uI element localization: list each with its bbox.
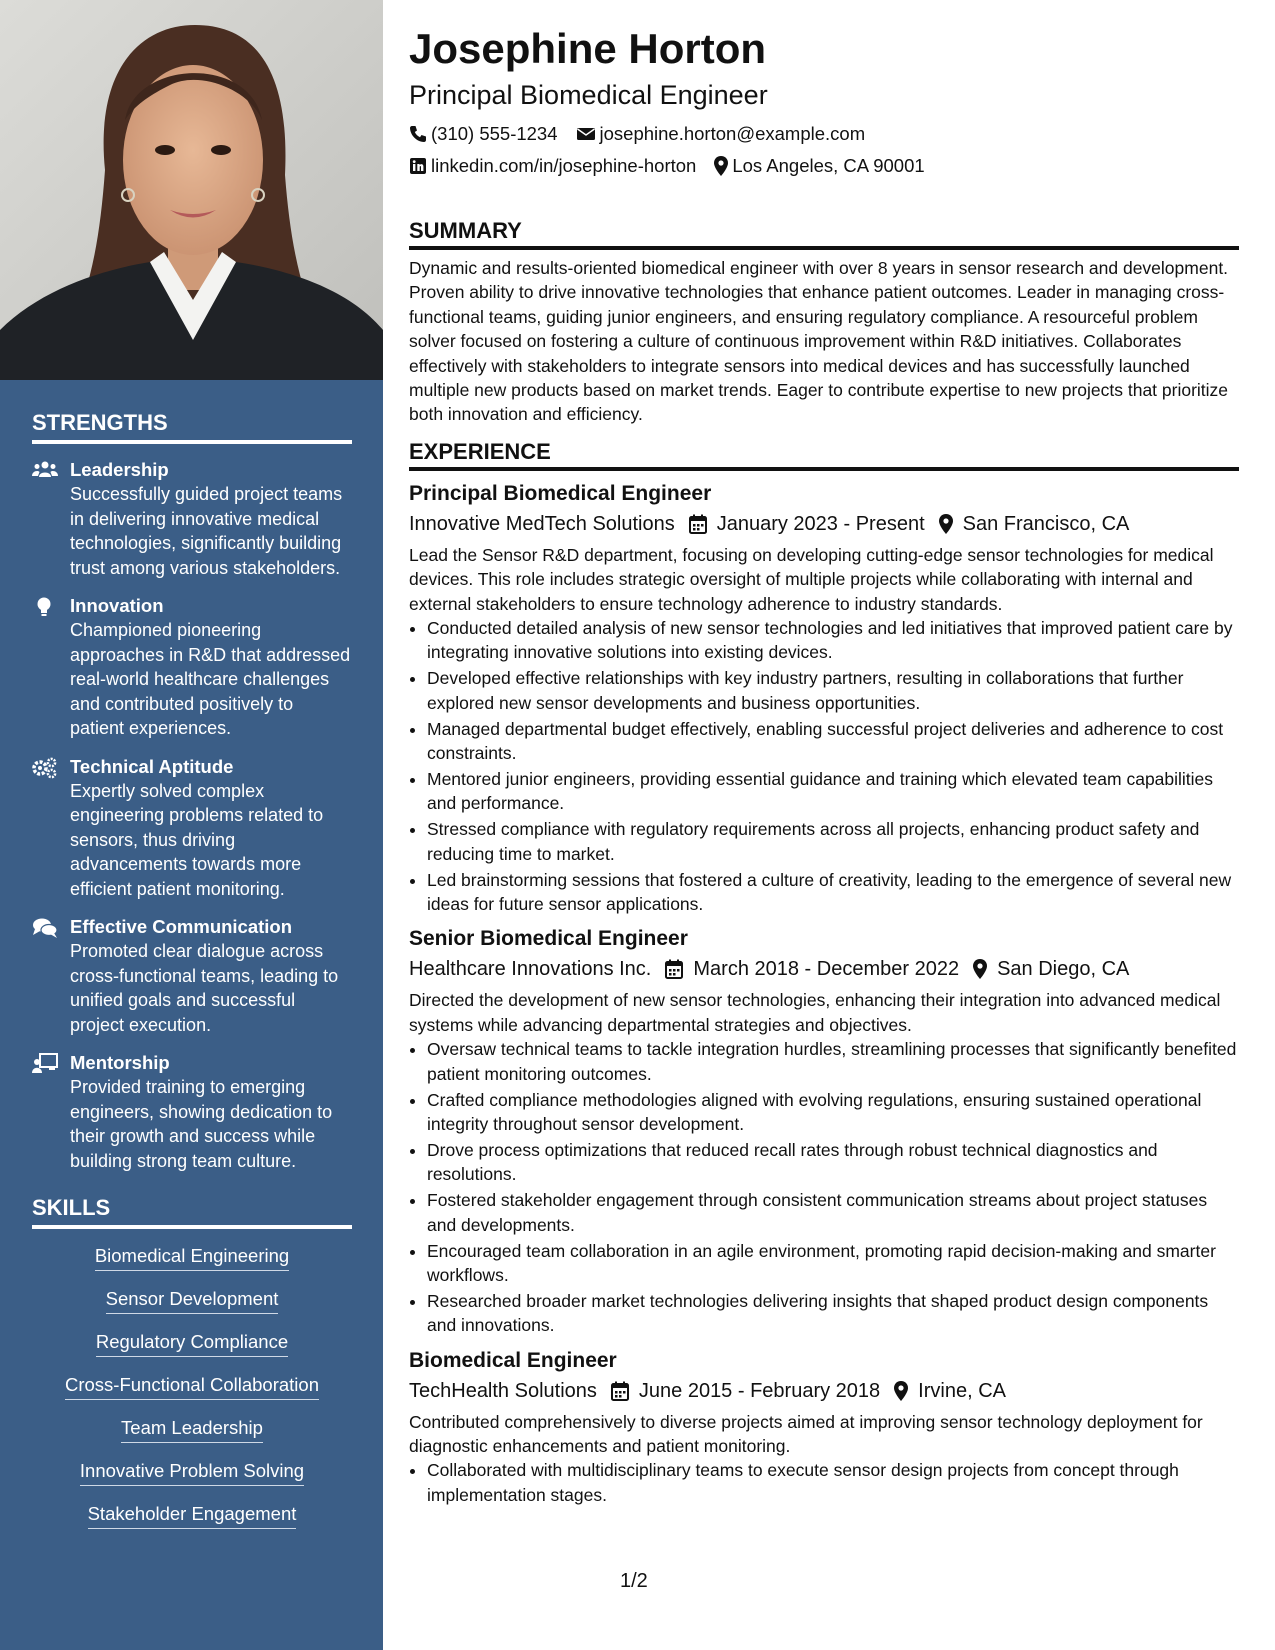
- linkedin-contact[interactable]: [409, 150, 696, 182]
- email-contact[interactable]: [576, 118, 866, 150]
- page-number: 1/2: [620, 1570, 648, 1592]
- profile-photo: [0, 0, 383, 380]
- summary-heading: SUMMARY: [409, 218, 1239, 250]
- job-location: Irvine, CA: [918, 1379, 1006, 1402]
- job-description: Lead the Sensor R&D department, focusing on developing cutting-edge sensor technologies for medical devices. This role includes strategic oversight of multiple projects while collaborating with internal and external stakeholders to ensure technology adherence to industry standards.: [409, 544, 1214, 614]
- linkedin-text: linkedin.com/in/josephine-horton: [431, 155, 697, 176]
- job-dates: January 2023 - Present: [716, 512, 925, 535]
- candidate-role: Principal Biomedical Engineer: [409, 80, 768, 110]
- strength-desc: Expertly solved complex engineering problems related to sensors, thus driving advancements towards more efficient patient monitoring.: [70, 780, 324, 899]
- email-text: josephine.horton@example.com: [599, 123, 866, 144]
- strength-title: Effective Communication: [70, 916, 293, 937]
- job-location: San Francisco, CA: [962, 512, 1130, 535]
- job-dates: March 2018 - December 2022: [693, 958, 960, 981]
- strength-mentorship: [32, 1051, 352, 1173]
- job-bullet: • Stressed compliance with regulatory requirements across all projects, enhancing product safety and reducing time to market.: [427, 817, 1239, 866]
- job-bullets: [409, 1458, 1239, 1507]
- job-meta: [409, 509, 1239, 539]
- candidate-name: Josephine Horton: [409, 25, 767, 72]
- job-bullet: • Collaborated with multidisciplinary teams to execute sensor design projects from concept through implementation stages.: [427, 1458, 1239, 1507]
- job-bullets: [409, 616, 1239, 916]
- envelope-icon: [576, 126, 596, 142]
- job-bullet: • Oversaw technical teams to tackle integration hurdles, streamlining processes that significantly benefited patient monitoring outcomes.: [427, 1037, 1239, 1086]
- skill-item: Innovative Problem Solving: [80, 1460, 304, 1486]
- strength-leadership: [32, 458, 352, 580]
- job-bullet: • Drove process optimizations that reduced recall rates through robust technical diagnostics and resolutions.: [427, 1138, 1239, 1187]
- job-bullet: • Encouraged team collaboration in an agile environment, promoting rapid decision-making and smarter workflows.: [427, 1239, 1239, 1288]
- location-text: Los Angeles, CA 90001: [732, 155, 925, 176]
- strengths-heading: STRENGTHS: [32, 410, 352, 444]
- job-title: Biomedical Engineer: [409, 1348, 617, 1372]
- job-bullet: • Developed effective relationships with key industry partners, resulting in collaborations that further explored new sensor developments and business opportunities.: [427, 666, 1239, 715]
- map-pin-icon: [894, 1381, 908, 1401]
- strength-title: Mentorship: [70, 1052, 170, 1073]
- gears-icon: [32, 755, 70, 902]
- job-company: Innovative MedTech Solutions: [409, 512, 675, 535]
- job-bullet: • Fostered stakeholder engagement through consistent communication streams about project statuses and developments.: [427, 1188, 1239, 1237]
- strength-desc: Promoted clear dialogue across cross-functional teams, leading to unified goals and successful project execution.: [70, 941, 339, 1035]
- users-icon: [32, 458, 70, 580]
- calendar-icon: [611, 1381, 629, 1401]
- map-pin-icon: [714, 156, 728, 176]
- job-bullets: [409, 1037, 1239, 1337]
- job-entry: [409, 924, 1239, 1337]
- job-bullet: • Researched broader market technologies delivering insights that shaped product design components and innovations.: [427, 1289, 1239, 1338]
- experience-heading: EXPERIENCE: [409, 439, 1239, 471]
- main-content: [409, 20, 1239, 1509]
- strength-desc: Provided training to emerging engineers, showing dedication to their growth and success while building strong team culture.: [70, 1077, 333, 1171]
- phone-contact[interactable]: [409, 118, 558, 150]
- job-title: Principal Biomedical Engineer: [409, 481, 712, 505]
- job-bullet: • Mentored junior engineers, providing essential guidance and training which elevated team capabilities and performance.: [427, 767, 1239, 816]
- job-description: Contributed comprehensively to diverse projects aimed at improving sensor technology deployment for diagnostic enhancements and patient monitoring.: [409, 1411, 1203, 1457]
- chalkboard-teacher-icon: [32, 1051, 70, 1173]
- job-entry: [409, 1346, 1239, 1508]
- strength-title: Technical Aptitude: [70, 755, 234, 777]
- skill-item: Team Leadership: [121, 1417, 263, 1443]
- comments-icon: [32, 915, 70, 1037]
- skill-item: Sensor Development: [106, 1288, 279, 1314]
- job-company: Healthcare Innovations Inc.: [409, 958, 652, 981]
- sidebar: [0, 0, 383, 1650]
- sidebar-content: [32, 410, 352, 1546]
- summary-text: Dynamic and results-oriented biomedical engineer with over 8 years in sensor research and development. Proven ability to drive innovative technologies that enhance patient outcomes. Leader in managing cross-functional teams, guiding junior engineers, and ensuring regulatory compliance. A resourceful problem solver focused on fostering a culture of continuous improvement within R&D initiatives. Collaborates effectively with stakeholders to integrate sensors into medical devices and has successfully launched multiple new products based on market trends. Eager to contribute expertise to new projects that prioritize both innovation and efficiency.: [409, 258, 1229, 425]
- phone-icon: [409, 125, 427, 143]
- job-bullet: • Conducted detailed analysis of new sensor technologies and led initiatives that improved patient care by integrating innovative solutions into existing devices.: [427, 616, 1239, 665]
- strength-title: Innovation: [70, 595, 164, 616]
- job-bullet: • Led brainstorming sessions that fostered a culture of creativity, leading to the emergence of several new ideas for future sensor applications.: [427, 868, 1239, 917]
- strength-innovation: [32, 594, 352, 741]
- job-description: Directed the development of new sensor technologies, enhancing their integration into advanced medical systems while advancing departmental strategies and objectives.: [409, 990, 1221, 1035]
- strength-title: Leadership: [70, 459, 169, 480]
- skill-item: Stakeholder Engagement: [88, 1503, 297, 1529]
- lightbulb-icon: [32, 594, 70, 741]
- strength-desc: Successfully guided project teams in delivering innovative medical technologies, significantly building trust among various stakeholders.: [70, 484, 343, 578]
- job-dates: June 2015 - February 2018: [638, 1379, 881, 1402]
- job-company: TechHealth Solutions: [409, 1379, 597, 1402]
- job-entry: [409, 479, 1239, 917]
- linkedin-icon: [409, 157, 427, 175]
- skills-heading: SKILLS: [32, 1195, 352, 1229]
- strength-desc: Championed pioneering approaches in R&D that addressed real-world healthcare challenges and contributed positively to patient experiences.: [70, 620, 351, 738]
- map-pin-icon: [973, 959, 987, 979]
- contact-row-1: [409, 118, 1239, 150]
- contact-row-2: [409, 150, 1239, 182]
- map-pin-icon: [939, 514, 953, 534]
- job-location: San Diego, CA: [997, 958, 1130, 981]
- skill-item: Cross-Functional Collaboration: [65, 1374, 319, 1400]
- phone-text: (310) 555-1234: [431, 123, 558, 144]
- job-bullet: • Managed departmental budget effectively, enabling successful project deliveries and adherence to cost constraints.: [427, 717, 1239, 766]
- location-contact: [714, 150, 924, 182]
- calendar-icon: [689, 514, 707, 534]
- strength-effective-communication: [32, 915, 352, 1037]
- job-title: Senior Biomedical Engineer: [409, 927, 688, 951]
- job-meta: [409, 1376, 1239, 1406]
- job-bullet: • Crafted compliance methodologies aligned with evolving regulations, ensuring sustained operational integrity throughout sensor development.: [427, 1088, 1239, 1137]
- skill-item: Biomedical Engineering: [95, 1245, 289, 1271]
- skill-item: Regulatory Compliance: [96, 1331, 288, 1357]
- skills-list: [32, 1245, 352, 1546]
- job-meta: [409, 954, 1239, 984]
- calendar-icon: [665, 959, 683, 979]
- strength-technical-aptitude: [32, 755, 352, 902]
